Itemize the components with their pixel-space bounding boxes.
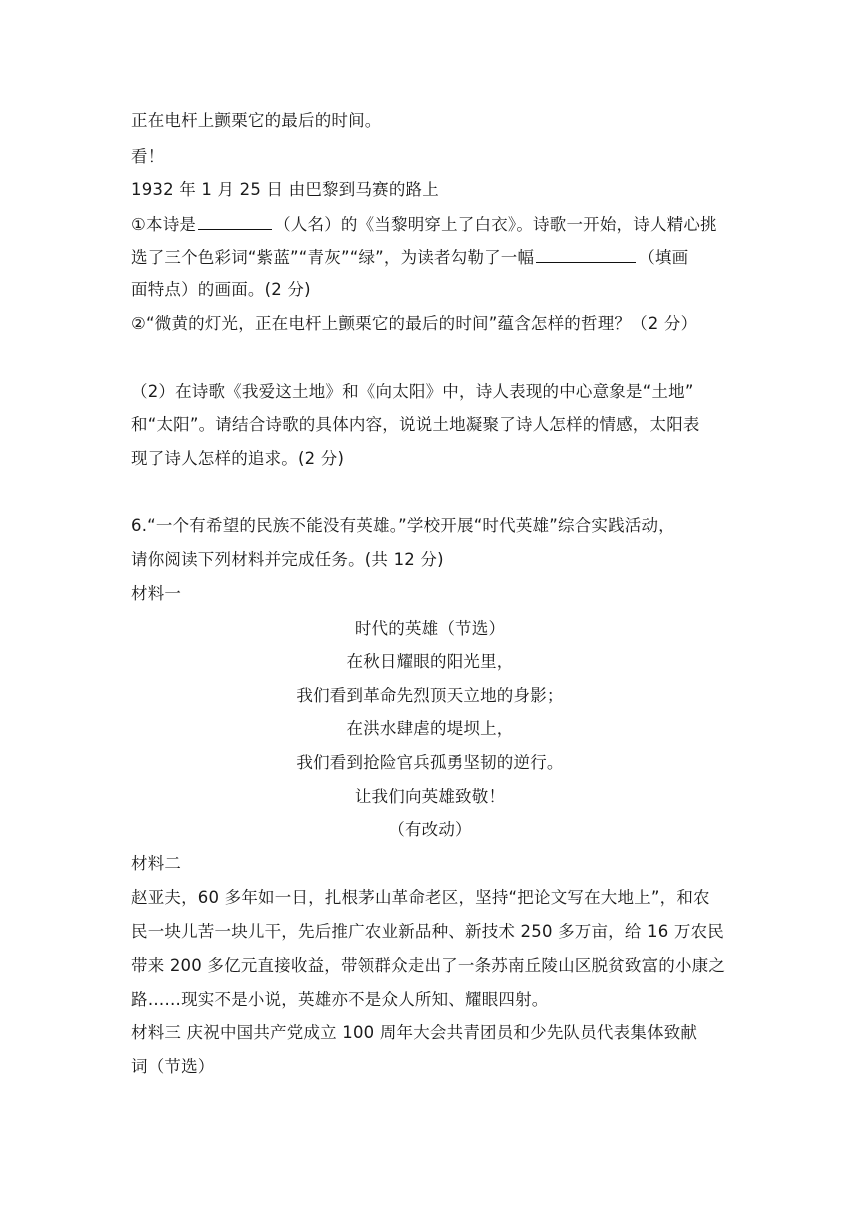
material-2-line-2: 民一块儿苦一块儿干，先后推广农业新品种、新技术 250 多万亩，给 16 万农民 [131,922,724,941]
question-1-line-1 [131,212,717,237]
question-1-prefix: ①本诗是 [131,215,197,234]
poem-line-5: 让我们向英雄致敬！ [354,787,506,806]
poem-line-3: 在洪水肆虐的堤坝上， [346,719,514,738]
question-1-line-2 [131,245,688,270]
poem-line-1: 在秋日耀眼的阳光里， [346,652,514,671]
poem-closing-exclamation: 看！ [131,147,165,166]
question-6-line-2: 请你阅读下列材料并完成任务。(共 12 分) [131,550,444,569]
answer-blank-scene-feature[interactable] [536,245,636,263]
answer-blank-author[interactable] [198,212,272,230]
poem-closing-line: 正在电杆上颤栗它的最后的时间。 [131,111,382,130]
material-3-heading-line-1: 材料三 庆祝中国共产党成立 100 周年大会共青团员和少先队员代表集体致献 [131,1023,698,1042]
question-part-2-line-1: （2）在诗歌《我爱这土地》和《向太阳》中，诗人表现的中心意象是“土地” [131,382,694,401]
material-2-line-1: 赵亚夫，60 多年如一日，扎根茅山革命老区，坚持“把论文写在大地上”，和农 [131,888,710,907]
material-2-heading: 材料二 [131,854,182,873]
question-part-2-line-3: 现了诗人怎样的追求。(2 分) [131,449,345,468]
question-6-line-1: 6.“一个有希望的民族不能没有英雄。”学校开展“时代英雄”综合实践活动， [131,516,675,535]
question-1-rest: （人名）的《当黎明穿上了白衣》。诗歌一开始，诗人精心挑 [274,215,717,234]
poem-line-4: 我们看到抢险官兵孤勇坚韧的逆行。 [296,753,564,772]
poem-source-note: （有改动） [388,820,472,839]
poem-title: 时代的英雄（节选） [354,619,506,638]
question-2-line: ②“微黄的灯光，正在电杆上颤栗它的最后的时间”蕴含怎样的哲理？（2 分） [131,314,698,333]
material-2-line-4: 路……现实不是小说，英雄亦不是众人所知、耀眼四射。 [131,990,549,1009]
material-3-heading-line-2: 词（节选） [131,1057,215,1076]
poem-date-place: 1932 年 1 月 25 日 由巴黎到马赛的路上 [131,180,439,199]
poem-line-2: 我们看到革命先烈顶天立地的身影； [296,686,564,705]
material-2-line-3: 带来 200 多亿元直接收益，带领群众走出了一条苏南丘陵山区脱贫致富的小康之 [131,956,726,975]
question-1-line-2-suffix: （填画 [638,248,689,267]
question-part-2-line-2: 和“太阳”。请结合诗歌的具体内容，说说土地凝聚了诗人怎样的情感，太阳表 [131,415,700,434]
question-1-line-2-text: 选了三个色彩词“紫蓝”“青灰”“绿”，为读者勾勒了一幅 [131,248,535,267]
question-1-line-3: 面特点）的画面。(2 分) [131,280,311,299]
material-1-heading: 材料一 [131,584,182,603]
